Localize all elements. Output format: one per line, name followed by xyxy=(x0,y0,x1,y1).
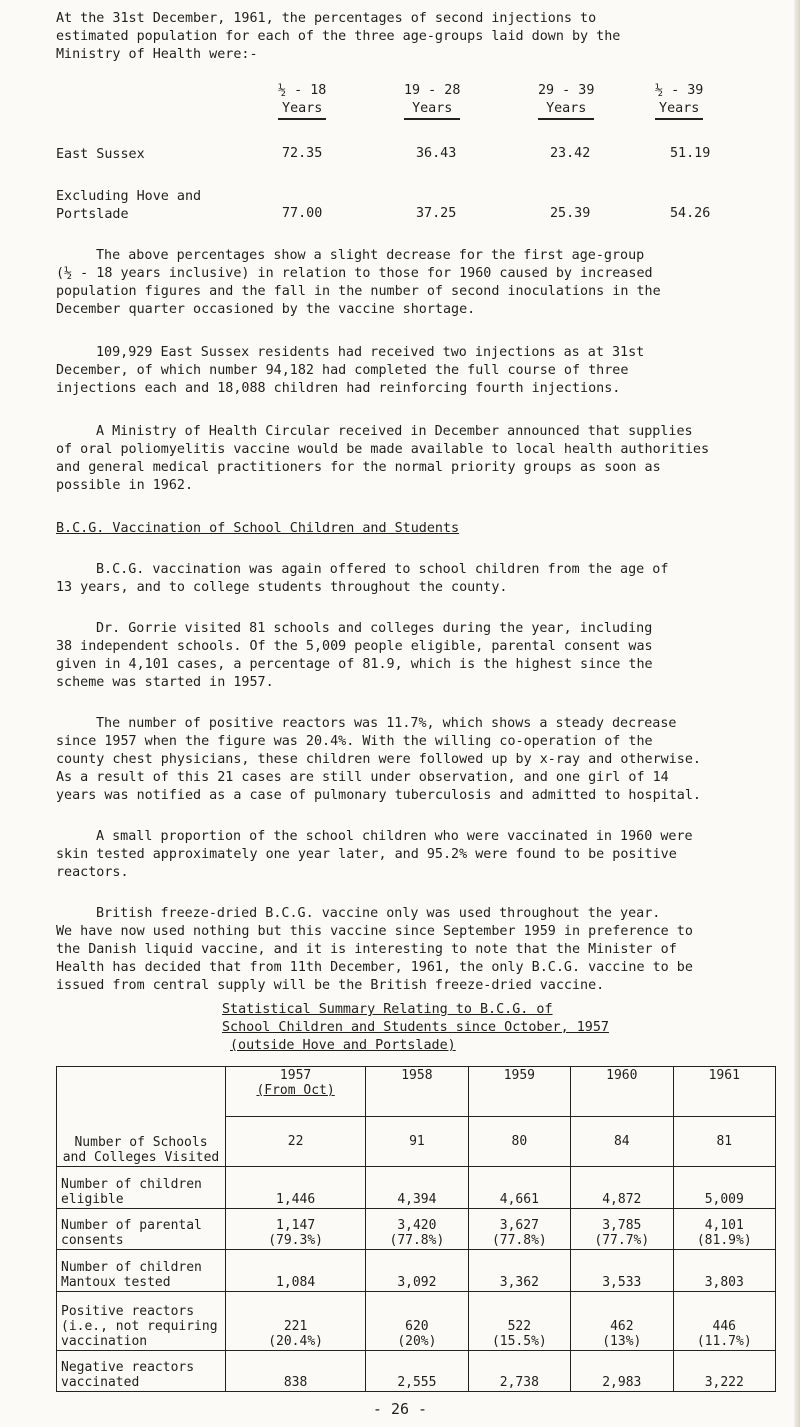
table-cell xyxy=(226,1208,366,1249)
column-header-1957 xyxy=(226,1067,366,1117)
table-cell: 81 xyxy=(673,1117,775,1167)
cell-value: 221 xyxy=(283,1318,308,1334)
table-row xyxy=(57,1350,776,1391)
cell-percent: (81.9%) xyxy=(696,1233,752,1249)
age-row-2-label-line-2: Portslade xyxy=(56,207,129,222)
table-row xyxy=(57,1208,776,1249)
para1-line-4: December quarter occasioned by the vaccine shortage. xyxy=(56,302,476,317)
page-edge-shadow xyxy=(794,0,800,1427)
column-year: 1957 xyxy=(279,1068,312,1083)
para7-line-1: A small proportion of the school children who were vaccinated in 1960 were xyxy=(96,829,693,844)
para8-line-2: We have now used nothing but this vaccine since September 1959 in preference to xyxy=(56,924,693,939)
age-row-1-value-1: 72.35 xyxy=(282,146,323,161)
intro-text-1: At the 31st December, 1961, the percentages of second injections to xyxy=(56,11,597,26)
table-cell xyxy=(226,1291,366,1350)
table-cell: 4,661 xyxy=(468,1167,570,1208)
column-year: 1958 xyxy=(401,1068,433,1083)
age-header-2-range: 19 - 28 xyxy=(404,83,461,98)
age-header-3 xyxy=(538,82,594,120)
table-cell: 4,394 xyxy=(366,1167,468,1208)
cell-value: 3,627 xyxy=(499,1218,539,1234)
table-cell: 80 xyxy=(468,1117,570,1167)
para5-line-3: given in 4,101 cases, a percentage of 81.9, which is the highest since the xyxy=(56,657,653,672)
age-row-1-value-4: 51.19 xyxy=(670,146,711,161)
age-header-4-range: ½ - 39 xyxy=(655,83,704,98)
row-label-schools-visited: Number of Schools and Colleges Visited xyxy=(62,1135,220,1166)
cell-percent: (13%) xyxy=(602,1333,642,1349)
para8-line-5: issued from central supply will be the British freeze-dried vaccine. xyxy=(56,978,605,993)
para8-line-4: Health has decided that from 11th December, 1961, the only B.C.G. vaccine to be xyxy=(56,960,693,975)
age-row-1-value-2: 36.43 xyxy=(416,146,457,161)
row-label-negative-reactors: Negative reactors vaccinated xyxy=(57,1350,226,1391)
cell-percent: (77.8%) xyxy=(491,1233,547,1249)
age-header-1-unit: Years xyxy=(278,100,326,120)
table-cell: 3,362 xyxy=(468,1250,570,1291)
table-cell xyxy=(673,1291,775,1350)
para3-line-4: possible in 1962. xyxy=(56,478,194,493)
intro-line-3: Ministry of Health were:- xyxy=(56,47,258,62)
table-cell: 2,738 xyxy=(468,1350,570,1391)
table-cell: 2,555 xyxy=(366,1350,468,1391)
para2-line-1: 109,929 East Sussex residents had received two injections as at 31st xyxy=(96,345,645,360)
age-header-1-range: ½ - 18 xyxy=(278,83,327,98)
table-cell: 3,092 xyxy=(366,1250,468,1291)
table-cell xyxy=(366,1291,468,1350)
cell-value: 462 xyxy=(610,1318,634,1334)
column-header-1960 xyxy=(571,1067,673,1117)
para6-line-3: county chest physicians, these children were followed up by x-ray and otherwise. xyxy=(56,752,701,767)
para8-line-1: British freeze-dried B.C.G. vaccine only was used throughout the year. xyxy=(96,906,661,921)
table-header-row xyxy=(57,1067,776,1117)
column-header-1958 xyxy=(366,1067,468,1117)
bcg-summary-table xyxy=(56,1066,776,1392)
para1-line-1: The above percentages show a slight decrease for the first age-group xyxy=(96,248,645,263)
table-cell: 5,009 xyxy=(673,1167,775,1208)
para8-line-3: the Danish liquid vaccine, and it is interesting to note that the Minister of xyxy=(56,942,677,957)
age-header-4 xyxy=(655,82,703,120)
table-cell: 22 xyxy=(226,1117,366,1167)
row-label-parental-consents: Number of parental consents xyxy=(57,1208,226,1249)
cell-value: 446 xyxy=(712,1318,736,1334)
column-header-1961 xyxy=(673,1067,775,1117)
table-cell xyxy=(468,1208,570,1249)
table-cell xyxy=(366,1208,468,1249)
para1-line-3: population figures and the fall in the number of second inoculations in the xyxy=(56,284,661,299)
para4-line-1: B.C.G. vaccination was again offered to school children from the age of xyxy=(96,562,669,577)
table-row-label xyxy=(57,1067,226,1167)
age-header-2 xyxy=(404,82,460,120)
age-row-2-value-4: 54.26 xyxy=(670,206,711,221)
row-label-children-eligible: Number of children eligible xyxy=(57,1167,226,1208)
table-cell: 84 xyxy=(571,1117,673,1167)
cell-value: 3,785 xyxy=(602,1218,642,1234)
table-cell: 1,446 xyxy=(226,1167,366,1208)
para7-line-2: skin tested approximately one year later, and 95.2% were found to be positive xyxy=(56,847,677,862)
para3-line-3: and general medical practitioners for the normal priority groups as soon as xyxy=(56,460,661,475)
cell-percent: (15.5%) xyxy=(491,1333,547,1349)
column-year: 1959 xyxy=(503,1068,535,1083)
row-label-positive-reactors: Positive reactors (i.e., not requiring vaccination xyxy=(57,1291,226,1350)
cell-percent: (77.7%) xyxy=(594,1233,650,1249)
age-row-2-value-2: 37.25 xyxy=(416,206,457,221)
summary-title-line-2: School Children and Students since October, 1957 xyxy=(222,1020,609,1035)
cell-percent: (20%) xyxy=(397,1333,437,1349)
cell-percent: (79.3%) xyxy=(268,1233,323,1249)
row-label-mantoux-tested: Number of children Mantoux tested xyxy=(57,1250,226,1291)
table-cell: 3,803 xyxy=(673,1250,775,1291)
para3-line-2: of oral poliomyelitis vaccine would be made available to local health authorities xyxy=(56,442,710,457)
age-header-3-unit: Years xyxy=(538,100,594,120)
column-year: 1961 xyxy=(708,1068,740,1083)
cell-value: 620 xyxy=(405,1318,429,1334)
table-row xyxy=(57,1167,776,1208)
table-cell xyxy=(468,1291,570,1350)
summary-title-line-3: (outside Hove and Portslade) xyxy=(230,1038,456,1053)
table-row xyxy=(57,1291,776,1350)
age-row-1-value-3: 23.42 xyxy=(550,146,591,161)
table-cell: 3,222 xyxy=(673,1350,775,1391)
para6-line-5: years was notified as a case of pulmonary tuberculosis and admitted to hospital. xyxy=(56,788,701,803)
para5-line-1: Dr. Gorrie visited 81 schools and colleges during the year, including xyxy=(96,621,653,636)
table-cell xyxy=(571,1208,673,1249)
age-header-3-range: 29 - 39 xyxy=(538,83,595,98)
page-number: - 26 - xyxy=(372,1400,428,1418)
para1-line-2: (½ - 18 years inclusive) in relation to those for 1960 caused by increased xyxy=(56,266,653,281)
table-cell: 1,084 xyxy=(226,1250,366,1291)
cell-percent: (20.4%) xyxy=(268,1333,323,1349)
cell-percent: (11.7%) xyxy=(696,1333,752,1349)
age-header-4-unit: Years xyxy=(655,100,703,120)
cell-value: 3,420 xyxy=(397,1218,437,1234)
table-row xyxy=(57,1250,776,1291)
para6-line-2: since 1957 when the figure was 20.4%. With the willing co-operation of the xyxy=(56,734,653,749)
age-row-2-value-3: 25.39 xyxy=(550,206,591,221)
summary-title-line-1: Statistical Summary Relating to B.C.G. of xyxy=(222,1002,553,1017)
bcg-heading: B.C.G. Vaccination of School Children and Students xyxy=(56,521,460,536)
table-cell xyxy=(673,1208,775,1249)
para6-line-4: As a result of this 21 cases are still under observation, and one girl of 14 xyxy=(56,770,669,785)
age-header-2-unit: Years xyxy=(404,100,460,120)
column-note: (From Oct) xyxy=(256,1083,335,1098)
column-year: 1960 xyxy=(606,1068,638,1083)
column-header-1959 xyxy=(468,1067,570,1117)
age-header-1 xyxy=(278,82,326,120)
para2-line-3: injections each and 18,088 children had reinforcing fourth injections. xyxy=(56,381,621,396)
intro-line-2: estimated population for each of the three age-groups laid down by the xyxy=(56,29,621,44)
table-cell: 3,533 xyxy=(571,1250,673,1291)
table-cell xyxy=(571,1291,673,1350)
table-cell: 838 xyxy=(226,1350,366,1391)
para5-line-4: scheme was started in 1957. xyxy=(56,675,274,690)
age-row-2-label-line-1: Excluding Hove and xyxy=(56,189,202,204)
para6-line-1: The number of positive reactors was 11.7%, which shows a steady decrease xyxy=(96,716,677,731)
cell-value: 4,101 xyxy=(704,1218,744,1234)
para7-line-3: reactors. xyxy=(56,865,129,880)
cell-value: 522 xyxy=(507,1318,532,1334)
age-row-2-value-1: 77.00 xyxy=(282,206,323,221)
para2-line-2: December, of which number 94,182 had completed the full course of three xyxy=(56,363,629,378)
cell-value: 1,147 xyxy=(276,1218,316,1234)
age-row-east-sussex-label: East Sussex xyxy=(56,147,145,162)
table-cell: 2,983 xyxy=(571,1350,673,1391)
cell-percent: (77.8%) xyxy=(389,1233,445,1249)
para5-line-2: 38 independent schools. Of the 5,009 people eligible, parental consent was xyxy=(56,639,653,654)
table-cell: 4,872 xyxy=(571,1167,673,1208)
para3-line-1: A Ministry of Health Circular received in December announced that supplies xyxy=(96,424,693,439)
intro-line-1 xyxy=(56,10,596,28)
table-cell: 91 xyxy=(366,1117,468,1167)
para4-line-2: 13 years, and to college students throughout the county. xyxy=(56,580,508,595)
